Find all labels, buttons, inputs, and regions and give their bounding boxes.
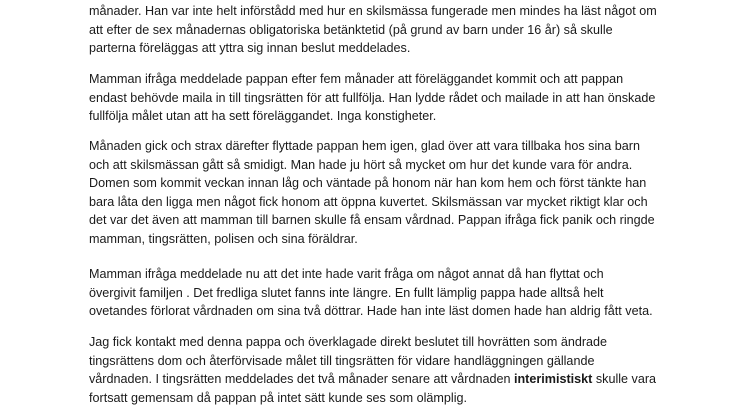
text-line: Mamman ifråga meddelade pappan efter fem månader att föreläggandet kommit och att pappan bbox=[89, 72, 624, 86]
text-line: ovetandes förlorat vårdnaden om sina två döttrar. Hade han inte läst domen hade han aldrig fått veta. bbox=[89, 304, 653, 319]
text-line: mamman, tingsrätten, polisen och sina föräldrar. bbox=[89, 231, 358, 246]
paragraph-4 bbox=[89, 265, 653, 321]
text-line: det var det även att mamman till barnen skulle få ensam vårdnad. Pappan ifråga fick panik och ringde bbox=[89, 213, 655, 228]
text-line: övergivit familjen . Det fredliga slutet fanns inte längre. En fullt lämplig pappa hade alltså helt bbox=[89, 285, 604, 300]
text-line: parterna föreläggas att yttra sig innan beslut meddelades. bbox=[89, 41, 411, 56]
text-line-mixed bbox=[89, 370, 656, 389]
paragraph-2 bbox=[89, 70, 655, 126]
text-run: skulle vara bbox=[592, 372, 657, 387]
paragraph-3 bbox=[89, 137, 655, 249]
text-line: fullfölja målet utan att ha sett föreläggandet. Inga konstigheter. bbox=[89, 109, 437, 124]
text-line: Månaden gick och strax därefter flyttade pappan hem igen, glad över att vara tillbaka hos sina barn bbox=[89, 139, 640, 153]
text-line: endast behövde maila in till tingsrätten för att fullfölja. Han lydde rådet och mailade in att han önskade bbox=[89, 90, 656, 105]
text-line: Domen som kommit veckan innan låg och väntade på honom när han kom hem och först tänkte han bbox=[89, 176, 647, 191]
text-line: att efter de sex månadernas obligatoriska betänktetid (på grund av barn under 16 år) så skulle bbox=[89, 22, 613, 37]
text-line: tingsrättens dom och återförvisade målet till tingsrätten för vidare handläggningen gällande bbox=[89, 353, 595, 368]
text-line: bara låta den ligga men något fick honom att öppna kuvertet. Skilsmässan var mycket riktigt klar och bbox=[89, 194, 648, 209]
text-line: Mamman ifråga meddelade nu att det inte hade varit fråga om något annat då han flyttat och bbox=[89, 267, 604, 281]
text-line: fortsatt gemensam då pappan på intet sätt kunde ses som olämplig. bbox=[89, 390, 468, 405]
text-line: och att skilsmässan gått så smidigt. Man hade ju hört så mycket om hur det kunde vara för andra. bbox=[89, 157, 633, 172]
text-line: månader. Han var inte helt införstådd med hur en skilsmässa fungerade men mindes ha läst något om bbox=[89, 4, 657, 18]
text-line: Jag fick kontakt med denna pappa och överklagade direkt beslutet till hovrätten som ändrade bbox=[89, 335, 608, 349]
text-run: vårdnaden. I tingsrätten meddelades det två månader senare att vårdnaden bbox=[89, 372, 514, 387]
paragraph-1 bbox=[89, 2, 657, 58]
bold-term: interimistiskt bbox=[513, 372, 593, 387]
paragraph-5 bbox=[89, 333, 656, 407]
